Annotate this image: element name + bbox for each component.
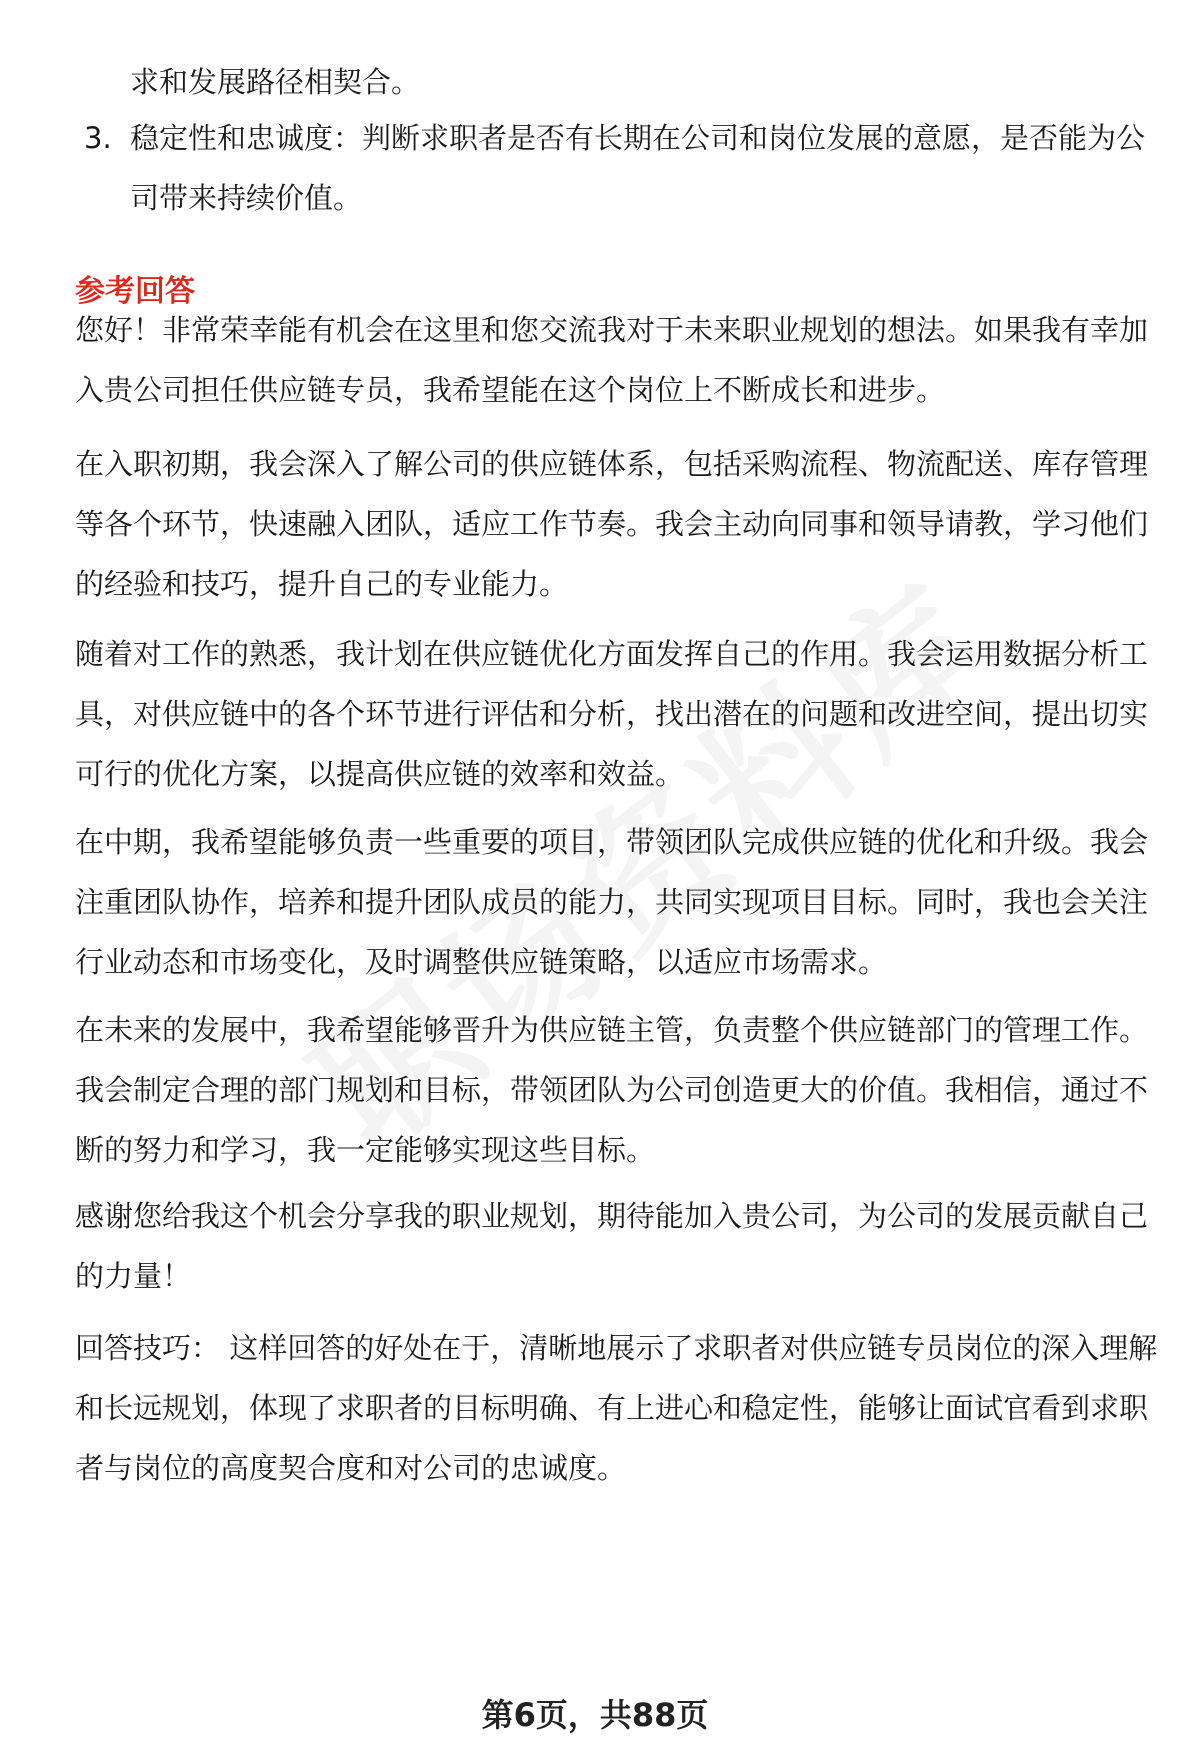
paragraph-greeting: 您好！非常荣幸能有机会在这里和您交流我对于未来职业规划的想法。如果我有幸加入贵公司担任供应链专员，我希望能在这个岗位上不断成长和进步。 [75, 313, 1149, 407]
page-number-footer: 第6页，共88页 [481, 1696, 709, 1734]
paragraph-early-stage: 在入职初期，我会深入了解公司的供应链体系，包括采购流程、物流配送、库存管理等各个环节，快速融入团队，适应工作节奏。我会主动向同事和领导请教，学习他们的经验和技巧，提升自己的专业能力。 [75, 447, 1149, 601]
list-item-number: 3. [84, 121, 112, 155]
answer-heading: 参考回答 [75, 274, 195, 309]
paragraph-answer-tips: 回答技巧： 这样回答的好处在于，清晰地展示了求职者对供应链专员岗位的深入理解和长远规划，体现了求职者的目标明确、有上进心和稳定性，能够让面试官看到求职者与岗位的高度契合度和对公司的忠诚度。 [75, 1331, 1158, 1485]
paragraph-mid-term: 在中期，我希望能够负责一些重要的项目，带领团队完成供应链的优化和升级。我会注重团队协作，培养和提升团队成员的能力，共同实现项目目标。同时，我也会关注行业动态和市场变化，及时调整供应链策略，以适应市场需求。 [75, 825, 1149, 979]
paragraph-future: 在未来的发展中，我希望能够晋升为供应链主管，负责整个供应链部门的管理工作。我会制定合理的部门规划和目标，带领团队为公司创造更大的价值。我相信，通过不断的努力和学习，我一定能够实现这些目标。 [75, 1013, 1149, 1167]
list-item-continuation: 求和发展路径相契合。 [130, 65, 421, 99]
paragraph-thanks: 感谢您给我这个机会分享我的职业规划，期待能加入贵公司，为公司的发展贡献自己的力量！ [75, 1199, 1149, 1293]
paragraph-optimization: 随着对工作的熟悉，我计划在供应链优化方面发挥自己的作用。我会运用数据分析工具，对供应链中的各个环节进行评估和分析，找出潜在的问题和改进空间，提出切实可行的优化方案，以提高供应链的效率和效益。 [75, 637, 1149, 791]
list-item-text: 稳定性和忠诚度：判断求职者是否有长期在公司和岗位发展的意愿，是否能为公司带来持续价值。 [130, 121, 1146, 215]
